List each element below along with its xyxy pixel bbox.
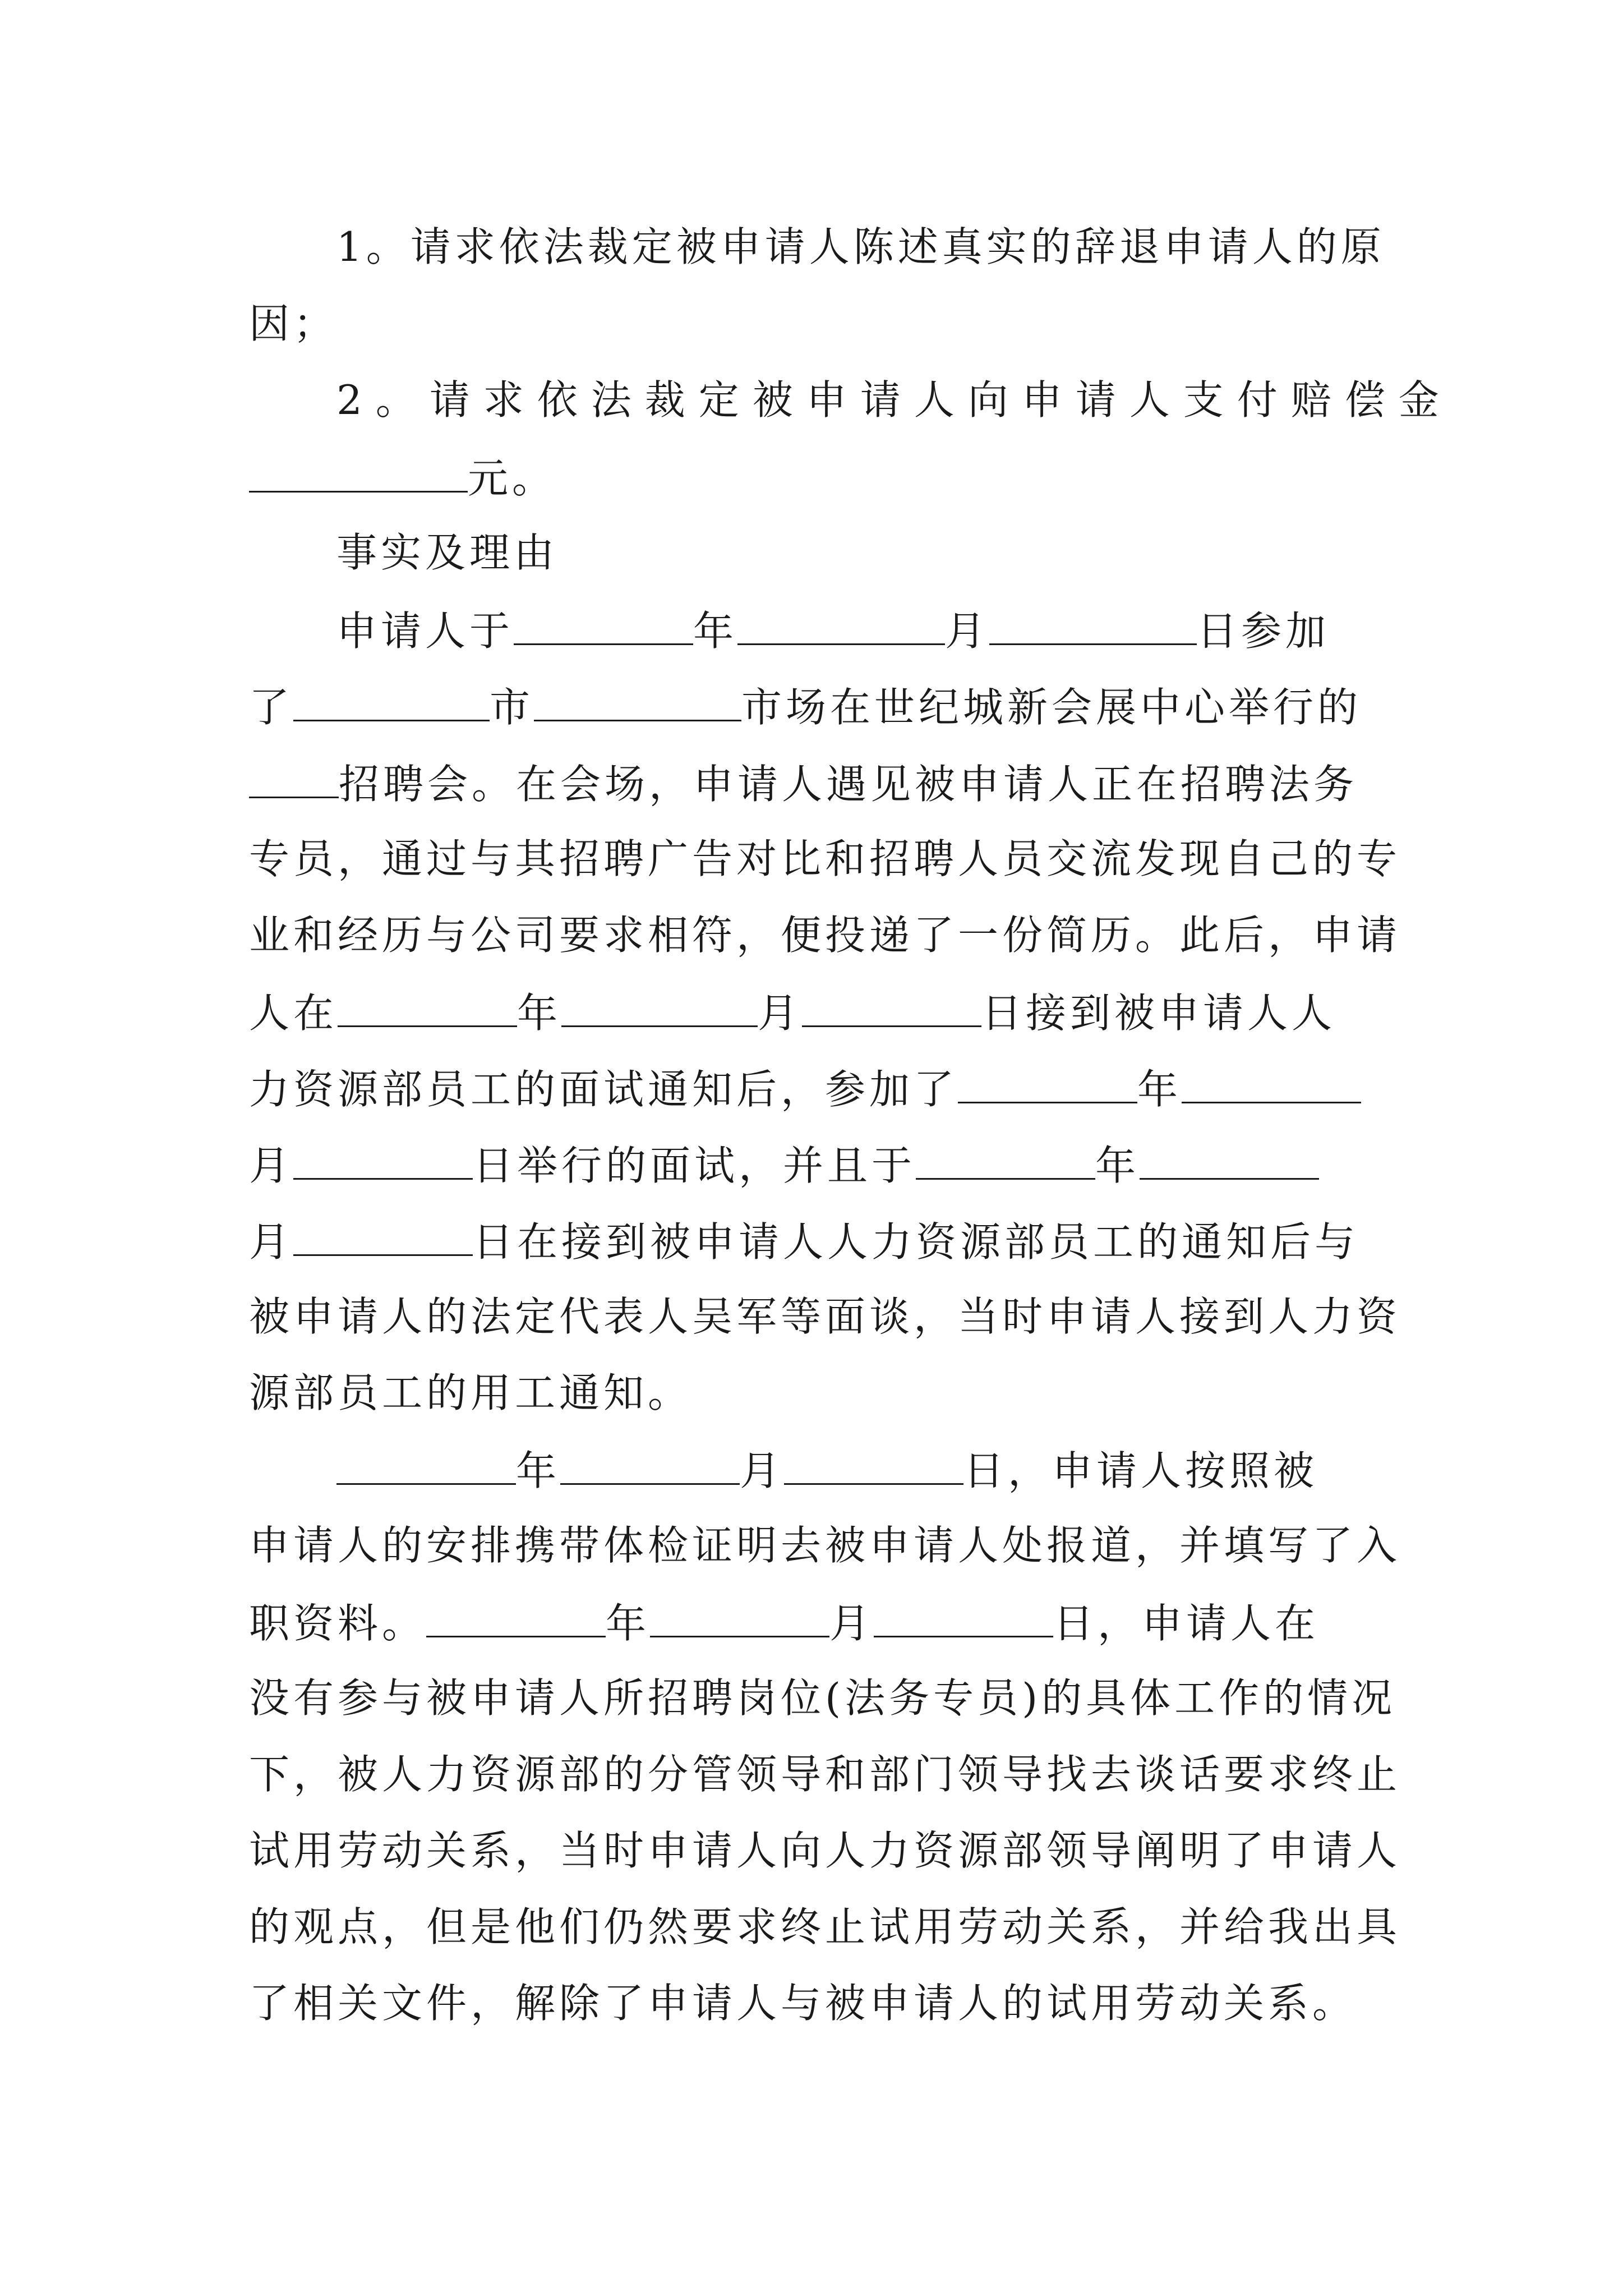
year-blank: [916, 1139, 1095, 1180]
p2-text: 的观点，但是他们仍然要求终止试用劳动关系，并给我出具: [249, 1903, 1401, 1950]
p2-line-8: [249, 1978, 1387, 2028]
p2-text: 了相关文件，解除了申请人与被申请人的试用劳动关系。: [249, 1980, 1357, 2027]
p2-line-2: [249, 1520, 1401, 1571]
year-label: 年: [516, 1447, 561, 1494]
p1-line-2: [249, 680, 1387, 731]
p1-text: 日参加: [1197, 608, 1330, 655]
p1-text: 力资源部员工的面试通知后，参加了: [249, 1066, 958, 1113]
year-label: 年: [606, 1600, 651, 1647]
claim-1-text: 1。请求依法裁定被申请人陈述真实的辞退申请人的原: [336, 223, 1385, 270]
month-blank: [1182, 1062, 1361, 1103]
p1-text: 日举行的面试，并且于: [473, 1142, 916, 1189]
day-blank: [874, 1596, 1053, 1637]
day-blank: [293, 1139, 473, 1180]
month-blank: [1140, 1139, 1319, 1180]
p2-line-3: [249, 1596, 1387, 1647]
p1-text: 被申请人的法定代表人吴军等面谈，当时申请人接到人力资: [249, 1293, 1401, 1340]
p1-text: 了: [249, 684, 294, 731]
claim-2-text-end: 元。: [468, 455, 557, 502]
p1-line-11: [249, 1368, 1387, 1418]
p2-line-5: [249, 1749, 1401, 1800]
claim-2-text: 2。请求依法裁定被申请人向申请人支付赔偿金: [336, 376, 1453, 424]
month-label: 月: [249, 1142, 294, 1189]
month-label: 月: [740, 1447, 785, 1494]
p1-text: 市场在世纪城新会展中心举行的: [741, 684, 1362, 731]
p1-text: 日在接到被申请人人力资源部员工的通知后与: [473, 1218, 1359, 1266]
p1-line-7: [249, 1062, 1387, 1113]
p1-line-4: [249, 834, 1401, 884]
city-label: 市: [490, 684, 534, 731]
year-blank: [336, 1444, 516, 1485]
p2-text: 试用劳动关系，当时申请人向人力资源部领导阐明了申请人: [249, 1827, 1401, 1874]
p2-text: 下，被人力资源部的分管领导和部门领导找去谈话要求终止: [249, 1751, 1401, 1798]
month-blank: [560, 1444, 740, 1485]
p2-line-6: [249, 1825, 1401, 1876]
p1-line-1: [336, 604, 1387, 655]
p2-text: 日，申请人按照被: [963, 1447, 1318, 1494]
p1-text: 人在: [249, 990, 338, 1037]
p1-text: 专员，通过与其招聘广告对比和招聘人员交流发现自己的专: [249, 835, 1401, 882]
p1-text: 申请人于: [336, 608, 514, 655]
year-label: 年: [693, 608, 738, 655]
p1-line-3: [249, 757, 1387, 808]
claim-1-line-2: [249, 298, 1387, 349]
p2-line-4: [249, 1673, 1396, 1723]
month-label: 月: [758, 990, 803, 1037]
year-blank: [426, 1596, 606, 1637]
month-label: 月: [945, 608, 990, 655]
p1-line-5: [249, 910, 1401, 960]
p2-text: 日，申请人在: [1053, 1600, 1320, 1647]
p1-text: 业和经历与公司要求相符，便投递了一份简历。此后，申请: [249, 912, 1401, 959]
p2-text: 职资料。: [249, 1600, 427, 1647]
year-label: 年: [1137, 1066, 1182, 1113]
p1-line-8: [249, 1139, 1387, 1189]
claim-2-line-1: [336, 375, 1453, 425]
market-blank: [534, 680, 741, 721]
p1-text: 招聘会。在会场，申请人遇见被申请人正在招聘法务: [339, 761, 1358, 808]
day-blank: [989, 604, 1197, 645]
month-label: 月: [829, 1600, 874, 1647]
month-blank: [561, 986, 758, 1027]
day-blank: [802, 986, 981, 1027]
year-blank: [514, 604, 693, 645]
year-blank: [338, 986, 517, 1027]
month-label: 月: [249, 1218, 294, 1266]
p2-line-1: [336, 1444, 1387, 1494]
p1-line-9: [249, 1215, 1387, 1266]
p1-line-6: [249, 986, 1387, 1037]
year-label: 年: [1095, 1142, 1140, 1189]
claim-2-line-2: [249, 452, 1387, 502]
p2-text: 申请人的安排携带体检证明去被申请人处报道，并填写了入: [249, 1522, 1401, 1569]
month-blank: [650, 1596, 829, 1637]
heading-text: 事实及理由: [336, 529, 559, 576]
year-label: 年: [517, 990, 562, 1037]
day-blank: [784, 1444, 963, 1485]
claim-1-line-1: [336, 222, 1387, 272]
year-blank: [958, 1062, 1137, 1103]
day-blank: [293, 1215, 473, 1256]
amount-blank: [249, 452, 468, 493]
p2-text: 没有参与被申请人所招聘岗位(法务专员)的具体工作的情况: [249, 1674, 1396, 1722]
p1-line-10: [249, 1291, 1401, 1342]
month-blank: [737, 604, 945, 645]
fair-blank: [249, 757, 339, 798]
city-blank: [293, 680, 490, 721]
p1-text: 源部员工的用工通知。: [249, 1369, 693, 1416]
p2-line-7: [249, 1902, 1401, 1952]
claim-1-text-end: 因；: [249, 300, 338, 347]
section-heading: [336, 527, 1387, 578]
p1-text: 日接到被申请人人: [981, 990, 1336, 1037]
